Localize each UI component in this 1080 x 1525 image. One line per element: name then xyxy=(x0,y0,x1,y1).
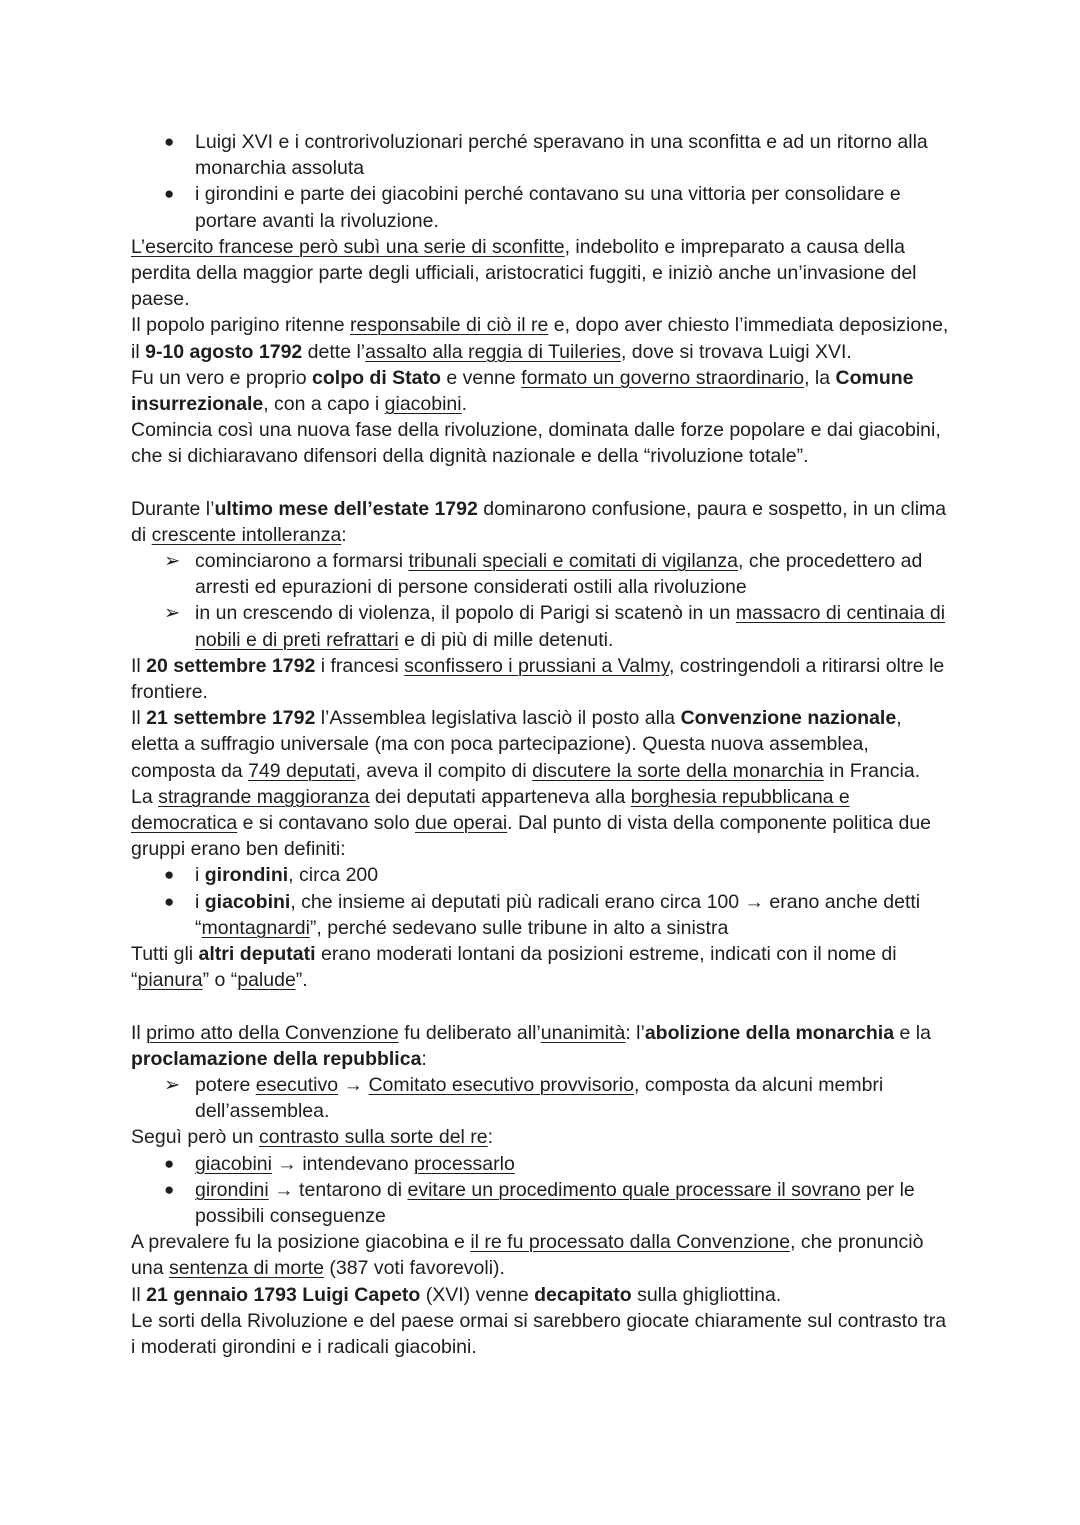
paragraph xyxy=(131,1229,951,1281)
paragraph xyxy=(131,496,951,548)
spacer xyxy=(131,470,951,496)
underlined-text: crescente intolleranza xyxy=(151,523,342,546)
underlined-text: due operai xyxy=(415,812,508,835)
paragraph xyxy=(131,417,951,469)
underlined-text: giacobini xyxy=(195,1152,272,1175)
text: e si contavano solo xyxy=(237,812,415,835)
text: A prevalere fu la posizione giacobina e xyxy=(131,1231,471,1254)
text: , eletta a suffragio universale (ma con poca partecipazione). Questa nuova assemblea, composta da xyxy=(131,707,902,782)
bold-text: colpo di Stato xyxy=(312,366,441,389)
text: , aveva il compito di xyxy=(355,759,533,782)
underlined-text: tribunali speciali e comitati di vigilanza xyxy=(408,550,738,573)
text: (387 voti favorevoli). xyxy=(323,1257,505,1280)
text: , costringendoli a ritirarsi oltre le frontiere. xyxy=(131,654,945,704)
underlined-text: responsabile di ciò il re xyxy=(350,314,549,337)
paragraph xyxy=(131,1124,951,1150)
text: → intendevano xyxy=(271,1152,414,1175)
paragraph xyxy=(131,1020,951,1072)
document-page xyxy=(131,129,951,1360)
text: , la xyxy=(804,366,836,389)
text: ”. xyxy=(295,969,308,992)
bullet-item xyxy=(131,1177,951,1229)
bold-text: 21 settembre 1792 xyxy=(146,707,316,730)
bullet-item xyxy=(131,1151,951,1177)
bold-text: decapitato xyxy=(534,1283,632,1306)
text: i francesi xyxy=(315,654,405,677)
underlined-text: giacobini xyxy=(384,393,462,416)
paragraph xyxy=(131,705,951,784)
underlined-text: sconfissero i prussiani a Valmy xyxy=(404,654,669,677)
paragraph xyxy=(131,653,951,705)
text: erano moderati lontani da posizioni estreme, indicati con il nome di “ xyxy=(131,943,897,992)
text: cominciarono a formarsi xyxy=(195,550,409,573)
bold-text: proclamazione della repubblica xyxy=(131,1047,422,1070)
bold-text: 9-10 agosto 1792 xyxy=(145,340,303,363)
text: Luigi XVI e i controrivoluzionari perché speravano in una sconfitta e ad un ritorno alla monarchia assoluta xyxy=(195,131,928,180)
bullet-item xyxy=(131,181,951,233)
underlined-text: sentenza di morte xyxy=(168,1257,324,1280)
text: Durante l’ xyxy=(131,497,215,520)
underlined-text: primo atto della Convenzione xyxy=(146,1021,399,1044)
text: fu deliberato all’ xyxy=(398,1021,541,1044)
bold-text: 21 gennaio 1793 Luigi Capeto xyxy=(146,1283,421,1306)
arrow-item xyxy=(131,1072,951,1124)
bullet-marker: ● xyxy=(164,1179,175,1199)
paragraph xyxy=(131,1282,951,1308)
paragraph xyxy=(131,941,951,993)
text: → tentarono di xyxy=(268,1178,408,1201)
text: (XVI) venne xyxy=(420,1283,535,1306)
text: Le sorti della Rivoluzione e del paese ormai si sarebbero giocate chiaramente sul contrasto tra i moderati girondini e i radicali giacobini. xyxy=(131,1309,947,1358)
text: La xyxy=(131,785,159,808)
text: Il xyxy=(131,654,147,677)
bullet-item xyxy=(131,129,951,181)
text: e venne xyxy=(440,366,522,389)
arrow-item xyxy=(131,548,951,600)
paragraph xyxy=(131,312,951,364)
bold-text: ultimo mese dell’estate 1792 xyxy=(214,497,478,520)
text: sulla ghigliottina. xyxy=(631,1283,782,1306)
underlined-text: processarlo xyxy=(414,1152,515,1175)
text: ”, perché sedevano sulle tribune in alto a sinistra xyxy=(309,916,729,939)
text: l’Assemblea legislativa lasciò il posto alla xyxy=(315,707,681,730)
text: Il xyxy=(131,1283,147,1306)
text: , composta da alcuni membri dell’assemblea. xyxy=(195,1073,884,1123)
text: , circa 200 xyxy=(288,864,379,887)
underlined-text: esecutivo xyxy=(255,1073,339,1096)
underlined-text: pianura xyxy=(137,969,203,992)
text: per le possibili conseguenze xyxy=(195,1178,915,1227)
underlined-text: Comitato esecutivo provvisorio xyxy=(368,1073,634,1096)
bullet-item xyxy=(131,889,951,941)
text: Il xyxy=(131,1021,147,1044)
text: Seguì però un xyxy=(131,1126,259,1149)
underlined-text: contrasto sulla sorte del re xyxy=(258,1126,488,1149)
text: , che pronunciò una xyxy=(131,1231,924,1280)
underlined-text: evitare un procedimento quale processare il sovrano xyxy=(407,1178,861,1201)
text: dominarono confusione, paura e sospetto, in un clima di xyxy=(131,497,947,546)
underlined-text: stragrande maggioranza xyxy=(158,785,370,808)
underlined-text: palude xyxy=(237,969,296,992)
underlined-text: L’esercito francese però subì una serie di sconfitte xyxy=(131,235,565,258)
underlined-text: 749 deputati xyxy=(248,759,356,782)
text: , indebolito e impreparato a causa della perdita della maggior parte degli ufficiali, aristocratici fuggiti, e iniziò anche un’invasione del paese. xyxy=(131,235,917,311)
paragraph xyxy=(131,234,951,313)
bullet-marker: ● xyxy=(164,865,175,885)
paragraph xyxy=(131,784,951,863)
text: Il popolo parigino ritenne xyxy=(131,314,350,337)
bold-text: altri deputati xyxy=(198,943,316,966)
text: e, dopo aver chiesto l’immediata deposizione, il xyxy=(131,314,949,363)
bold-text: Comune insurrezionale xyxy=(131,366,914,416)
arrow-bullet-icon: ➢ xyxy=(164,602,181,625)
underlined-text: formato un governo straordinario xyxy=(521,366,805,389)
bullet-marker: ● xyxy=(164,132,175,151)
text: . Dal punto di vista della componente politica due gruppi erano ben definiti: xyxy=(131,812,932,861)
text: , dove si trovava Luigi XVI. xyxy=(620,340,852,363)
text: : l’ xyxy=(625,1021,645,1044)
underlined-text: assalto alla reggia di Tuileries xyxy=(365,340,621,363)
arrow-bullet-icon: ➢ xyxy=(164,550,181,573)
text: i girondini e parte dei giacobini perché contavano su una vittoria per consolidare e portare avanti la rivoluzione. xyxy=(195,183,901,232)
text: e la xyxy=(894,1021,931,1044)
text: , con a capo i xyxy=(263,393,385,416)
text: . xyxy=(461,393,468,416)
underlined-text: girondini xyxy=(195,1178,269,1201)
text: potere xyxy=(195,1073,256,1096)
bold-text: abolizione della monarchia xyxy=(644,1021,895,1044)
text: Comincia così una nuova fase della rivoluzione, dominata dalle forze popolare e dai giacobini, che si dichiaravano difensori della dignità nazionale e della “rivoluzione totale”. xyxy=(131,419,941,468)
text: : xyxy=(341,523,347,546)
underlined-text: unanimità xyxy=(540,1021,626,1044)
text: → xyxy=(338,1073,369,1096)
underlined-text: montagnardi xyxy=(201,916,310,939)
text: : xyxy=(487,1126,494,1149)
bold-text: girondini xyxy=(204,864,289,887)
text: i xyxy=(195,890,205,913)
bold-text: Convenzione nazionale xyxy=(680,707,897,730)
text: : xyxy=(421,1047,427,1070)
paragraph xyxy=(131,1308,951,1360)
paragraph xyxy=(131,365,951,417)
text: i xyxy=(195,864,205,887)
text: in Francia. xyxy=(823,759,921,782)
underlined-text: il re fu processato dalla Convenzione xyxy=(470,1231,791,1254)
arrow-item xyxy=(131,600,951,652)
bullet-marker: ● xyxy=(164,1153,175,1173)
text: Il xyxy=(131,707,147,730)
underlined-text: massacro di centinaia di nobili e di preti refrattari xyxy=(195,602,946,651)
underlined-text: discutere la sorte della monarchia xyxy=(532,759,824,782)
bullet-marker: ● xyxy=(164,184,175,204)
bold-text: 20 settembre 1792 xyxy=(146,654,316,677)
text: , che insieme ai deputati più radicali erano circa 100 → erano anche detti “ xyxy=(195,890,921,939)
bold-text: giacobini xyxy=(204,890,291,913)
text: ” o “ xyxy=(202,969,238,992)
text: Tutti gli xyxy=(131,943,199,966)
text: in un crescendo di violenza, il popolo di Parigi si scatenò in un xyxy=(195,602,736,625)
spacer xyxy=(131,994,951,1020)
text: , che procedettero ad arresti ed epurazioni di persone considerati ostili alla rivoluzione xyxy=(195,550,923,599)
text: dei deputati apparteneva alla xyxy=(369,785,631,808)
text: e di più di mille detenuti. xyxy=(398,628,614,651)
text: dette l’ xyxy=(302,340,366,363)
arrow-bullet-icon: ➢ xyxy=(164,1073,181,1096)
bullet-marker: ● xyxy=(164,891,175,911)
underlined-text: borghesia repubblicana e democratica xyxy=(131,785,850,835)
bullet-item xyxy=(131,862,951,888)
text: Fu un vero e proprio xyxy=(131,366,313,389)
